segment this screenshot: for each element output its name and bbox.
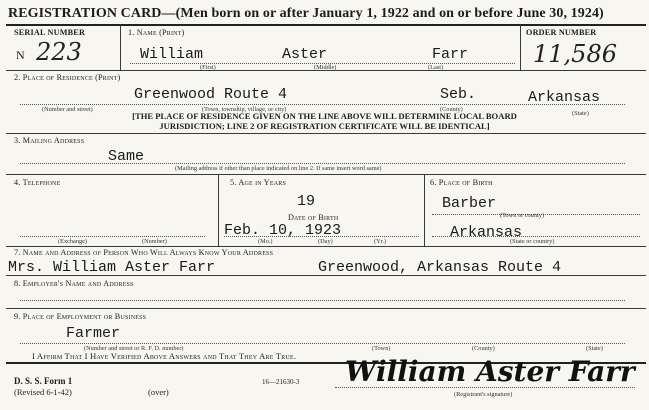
birthplace-label: 6. Place of Birth [430, 178, 493, 187]
form-revised: (Revised 6-1-42) [14, 387, 72, 397]
residence-sublabel-county: (County) [440, 106, 463, 113]
age-label: 5. Age in Years [230, 178, 287, 187]
print-code: 16—21630-3 [262, 378, 300, 386]
residence-note-2: JURISDICTION; LINE 2 OF REGISTRATION CERTIFICATE WILL BE IDENTICAL] [159, 121, 490, 131]
age-value: 19 [297, 193, 316, 210]
residence-sublabel-state: (State) [572, 110, 589, 117]
birth-state-value: Arkansas [450, 224, 523, 241]
telephone-label: 4. Telephone [14, 178, 61, 187]
divider-order [520, 24, 521, 70]
middle-sublabel: (Middle) [314, 64, 337, 71]
middle-name-value: Aster [282, 46, 328, 63]
residence-state-value: Arkansas [528, 89, 601, 106]
residence-note-1: [THE PLACE OF RESIDENCE GIVEN ON THE LINE ABOVE WILL DETERMINE LOCAL BOARD [132, 111, 517, 121]
divider-serial [120, 24, 121, 70]
date-of-birth-label: Date of Birth [288, 213, 339, 222]
occupation-value: Farmer [66, 325, 121, 342]
last-name-value: Farr [432, 46, 469, 63]
contact-address-value: Greenwood, Arkansas Route 4 [318, 259, 562, 276]
residence-label: 2. Place of Residence (Print) [14, 73, 121, 82]
header-rule [6, 24, 646, 26]
order-number-value: 11,586 [533, 40, 617, 68]
mailing-value: Same [108, 148, 145, 165]
registrant-signature-label: (Registrant's signature) [454, 391, 513, 398]
employment-place-label: 9. Place of Employment or Business [14, 312, 147, 321]
residence-county-value: Seb. [440, 86, 477, 103]
mo-sublabel: (Mo.) [258, 238, 273, 245]
first-name-value: William [140, 46, 204, 63]
affirmation-text: I Affirm That I Have Verified Above Answers and That They Are True. [32, 351, 297, 361]
serial-number-value: 223 [36, 38, 82, 66]
employer-line [20, 300, 625, 301]
divider-telephone [218, 174, 219, 246]
last-sublabel: (Last) [428, 64, 444, 71]
first-sublabel: (First) [200, 64, 216, 71]
number-sublabel: (Number) [142, 238, 167, 245]
state-or-country-sublabel: (State or country) [510, 238, 555, 245]
over-note: (over) [148, 387, 169, 397]
contact-name-value: Mrs. William Aster Farr [8, 259, 216, 276]
mailing-sublabel: (Mailing address if other than place indicated on line 2. If same insert word same) [175, 165, 382, 172]
employment-sublabel-state: (State) [586, 345, 603, 352]
card-header: REGISTRATION CARD—(Men born on or after January 1, 1922 and on or before June 30, 1924) [8, 6, 604, 21]
divider-birthplace [424, 174, 425, 246]
rule-3 [6, 174, 646, 175]
residence-sublabel-town: (Town, township, village, or city) [202, 106, 287, 113]
employment-line [20, 343, 625, 344]
exchange-sublabel: (Exchange) [58, 238, 88, 245]
residence-town-value: Greenwood Route 4 [134, 86, 288, 103]
employment-sublabel-town: (Town) [372, 345, 391, 352]
contact-label: 7. Name and Address of Person Who Will Always Know Your Address [14, 248, 274, 257]
rule-4 [6, 246, 646, 247]
serial-prefix: N [16, 48, 25, 62]
employer-label: 8. Employer's Name and Address [14, 279, 134, 288]
day-sublabel: (Day) [318, 238, 333, 245]
telephone-line [20, 236, 205, 237]
name-label: 1. Name (Print) [128, 28, 185, 37]
town-or-county-sublabel: (Town or county) [500, 212, 544, 219]
dob-value: Feb. 10, 1923 [224, 222, 342, 239]
birth-town-value: Barber [442, 195, 497, 212]
registrant-signature: William Aster Farr [345, 355, 635, 388]
rule-2 [6, 133, 646, 134]
employment-sublabel-street: (Number and street or R. F. D. number) [84, 345, 184, 352]
rule-6 [6, 308, 646, 309]
form-name: D. S. S. Form 1 [14, 376, 73, 386]
order-number-label: ORDER NUMBER [526, 28, 597, 37]
yr-sublabel: (Yr.) [374, 238, 387, 245]
employment-sublabel-county: (County) [472, 345, 495, 352]
mailing-label: 3. Mailing Address [14, 136, 85, 145]
serial-number-label: SERIAL NUMBER [14, 28, 86, 37]
residence-sublabel-street: (Number and street) [42, 106, 93, 113]
